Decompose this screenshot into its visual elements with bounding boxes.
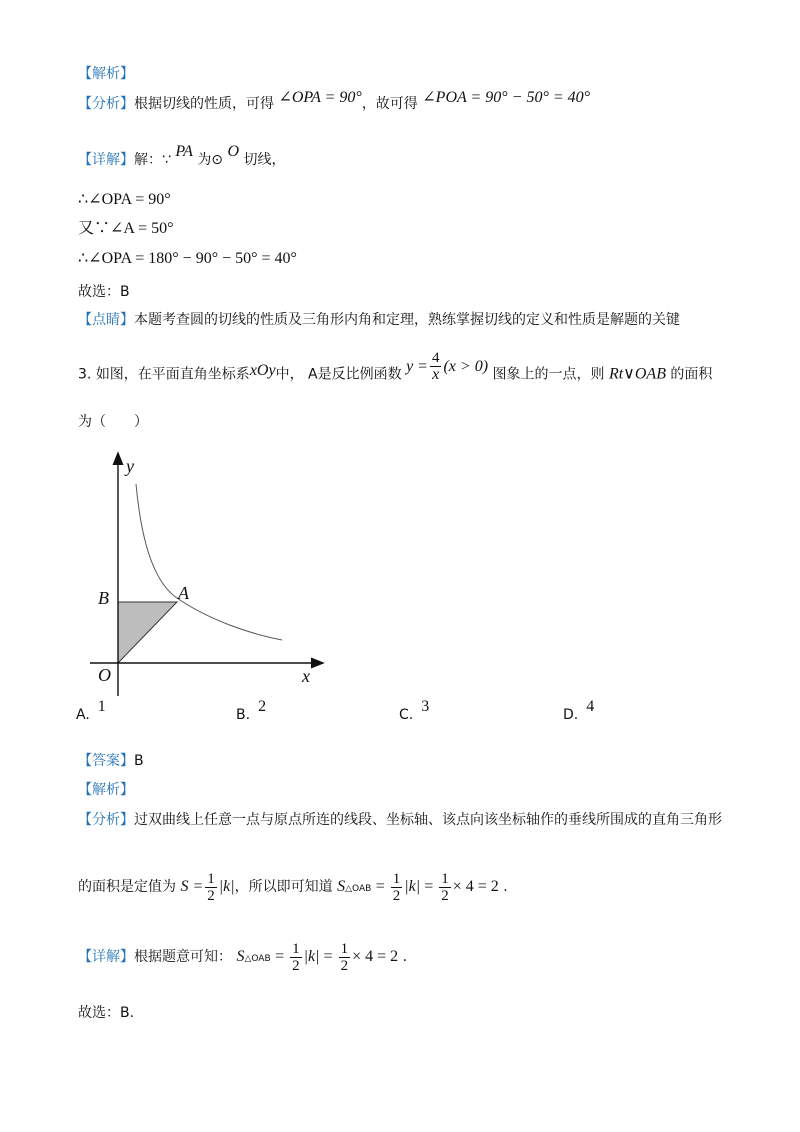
half-num-4: 1 xyxy=(292,940,300,957)
option-a-letter: A. xyxy=(76,707,90,723)
half-den-2: 2 xyxy=(392,887,401,904)
question-text-1: 如图，在平面直角坐标系 xyxy=(95,366,250,383)
xiangjie-text: 解：∵ xyxy=(134,152,171,168)
point-b-label: B xyxy=(98,588,109,608)
point-a-label-figure: A xyxy=(178,583,189,603)
fenxi-math-poa: ∠POA = 90° − 50° = 40° xyxy=(422,89,591,106)
dianjing-text: 本题考查圆的切线的性质及三角形内角和定理，熟练掌握切线的定义和性质是解题的关键 xyxy=(134,312,680,328)
option-b-value: 2 xyxy=(258,698,267,715)
half-num-1: 1 xyxy=(207,870,215,887)
question-text-3: 是反比例函数 xyxy=(317,366,402,383)
math-abs-k: |k| xyxy=(218,878,235,895)
xiangjie-text-3: 切线， xyxy=(243,152,286,168)
half-den-4: 2 xyxy=(292,957,300,974)
origin-label: O xyxy=(98,665,111,685)
answer-fenxi-line-2: 的面积是定值为 S = $\frac{1}{2}$ |k|，所以即可知道 S△OAB = $\frac{1}{2}$ |k| = $\frac{1}{2}$ × 4 = 2 . xyxy=(78,870,508,904)
jiexi-heading xyxy=(78,64,134,84)
half-fraction-2 xyxy=(391,871,403,904)
dianjing-tag: 【点睛】 xyxy=(78,312,134,328)
fenxi-text-constant: 的面积是定值为 xyxy=(78,879,176,895)
half-den-5: 2 xyxy=(340,957,349,974)
answer-fenxi-tag: 【分析】 xyxy=(78,812,134,828)
question-number: 3. xyxy=(78,366,92,383)
option-b-letter: B. xyxy=(236,707,251,723)
math-pa: PA xyxy=(175,143,193,160)
answer-choice: 故选：B. xyxy=(78,1005,135,1021)
option-a[interactable] xyxy=(76,698,106,724)
math-s-oab-2: S xyxy=(236,948,245,965)
func-fraction xyxy=(430,350,442,383)
step-1: ∴∠OPA = 90° xyxy=(78,191,171,208)
daan-tag: 【答案】 xyxy=(78,753,134,769)
answer-xiangjie-text: 根据题意可知： xyxy=(134,949,232,965)
half-fraction-4 xyxy=(290,941,302,974)
fenxi-text-2: ，故可得 xyxy=(361,96,418,112)
question-3 xyxy=(78,350,713,391)
answer-xiangjie-line: 【详解】根据题意可知： S△OAB = $\frac{1}{2}$ |k| = $\frac{1}{2}$ × 4 = 2 . xyxy=(78,940,408,974)
fenxi-text-3: ，所以即可知道 xyxy=(234,879,333,895)
fenxi-tag: 【分析】 xyxy=(78,96,134,112)
option-c[interactable] xyxy=(399,698,430,724)
math-triangle: Rt∨OAB xyxy=(608,365,666,383)
period-1: . xyxy=(503,879,508,895)
math-abs-k-3: |k| xyxy=(303,948,320,965)
eq-rest-1: × 4 = 2 xyxy=(452,878,499,895)
half-fraction-3 xyxy=(439,871,451,904)
option-d-value: 4 xyxy=(586,698,595,715)
answer-line xyxy=(78,751,144,771)
func-denominator: x xyxy=(432,366,440,383)
half-num-2: 1 xyxy=(392,870,401,887)
x-axis-label: x xyxy=(302,666,310,686)
math-xoy: xOy xyxy=(249,361,276,379)
question-text-6: 为（ ） xyxy=(78,414,148,430)
half-fraction-1 xyxy=(205,871,217,904)
fenxi-text: 根据切线的性质，可得 xyxy=(134,96,274,112)
answer-fenxi-line xyxy=(78,810,722,830)
coordinate-figure xyxy=(90,448,340,698)
fenxi-line xyxy=(78,89,591,114)
xiangjie-line xyxy=(78,143,286,170)
half-fraction-5 xyxy=(339,941,351,974)
function-expression xyxy=(406,350,492,383)
daan-value: B xyxy=(134,753,144,769)
step-3: ∴∠OPA = 180° − 90° − 50° = 40° xyxy=(78,250,297,267)
func-y: y = xyxy=(406,357,428,375)
question-text-5: 的面积 xyxy=(670,366,713,383)
option-a-value: 1 xyxy=(97,698,106,715)
math-abs-k-2: |k| xyxy=(404,878,421,895)
option-b[interactable] xyxy=(236,698,267,724)
func-condition: (x > 0) xyxy=(443,357,489,375)
answer-jiexi xyxy=(78,780,134,800)
xiangjie-text-2: 为⊙ xyxy=(197,152,224,168)
math-s-oab: S xyxy=(337,878,346,895)
dianjing-line xyxy=(78,310,680,330)
math-s-oab-sub-2: △OAB xyxy=(244,954,271,964)
half-den-1: 2 xyxy=(207,887,215,904)
answer-fenxi-text: 过双曲线上任意一点与原点所连的线段、坐标轴、该点向该坐标轴作的垂线所围成的直角三角形 xyxy=(134,812,722,828)
eq-rest-2: × 4 = 2 xyxy=(352,948,399,965)
point-a-label: A xyxy=(308,366,318,383)
fenxi-math-opa: ∠OPA = 90° xyxy=(278,89,362,106)
jiexi-tag: 【解析】 xyxy=(78,66,134,82)
option-c-value: 3 xyxy=(421,698,430,715)
period-2: . xyxy=(402,949,408,965)
option-d[interactable] xyxy=(563,698,595,724)
math-s-oab-sub: △OAB xyxy=(345,884,372,894)
option-c-letter: C. xyxy=(399,707,414,723)
question-text-2: 中， xyxy=(275,366,304,383)
math-o: O xyxy=(227,143,240,160)
xiangjie-tag: 【详解】 xyxy=(78,152,134,168)
choice-1: 故选：B xyxy=(78,284,130,300)
math-s: S = xyxy=(180,878,204,895)
question-text-4: 图象上的一点，则 xyxy=(492,366,605,383)
half-num-3: 1 xyxy=(441,870,449,887)
func-numerator: 4 xyxy=(431,350,440,366)
half-num-5: 1 xyxy=(340,940,349,957)
y-axis-label: y xyxy=(126,456,134,476)
answer-jiexi-tag: 【解析】 xyxy=(78,782,134,798)
answer-xiangjie-tag: 【详解】 xyxy=(78,949,134,965)
shaded-triangle xyxy=(118,602,177,663)
half-den-3: 2 xyxy=(441,887,449,904)
step-2: 又∵∠A = 50° xyxy=(78,220,174,237)
option-d-letter: D. xyxy=(563,707,579,723)
